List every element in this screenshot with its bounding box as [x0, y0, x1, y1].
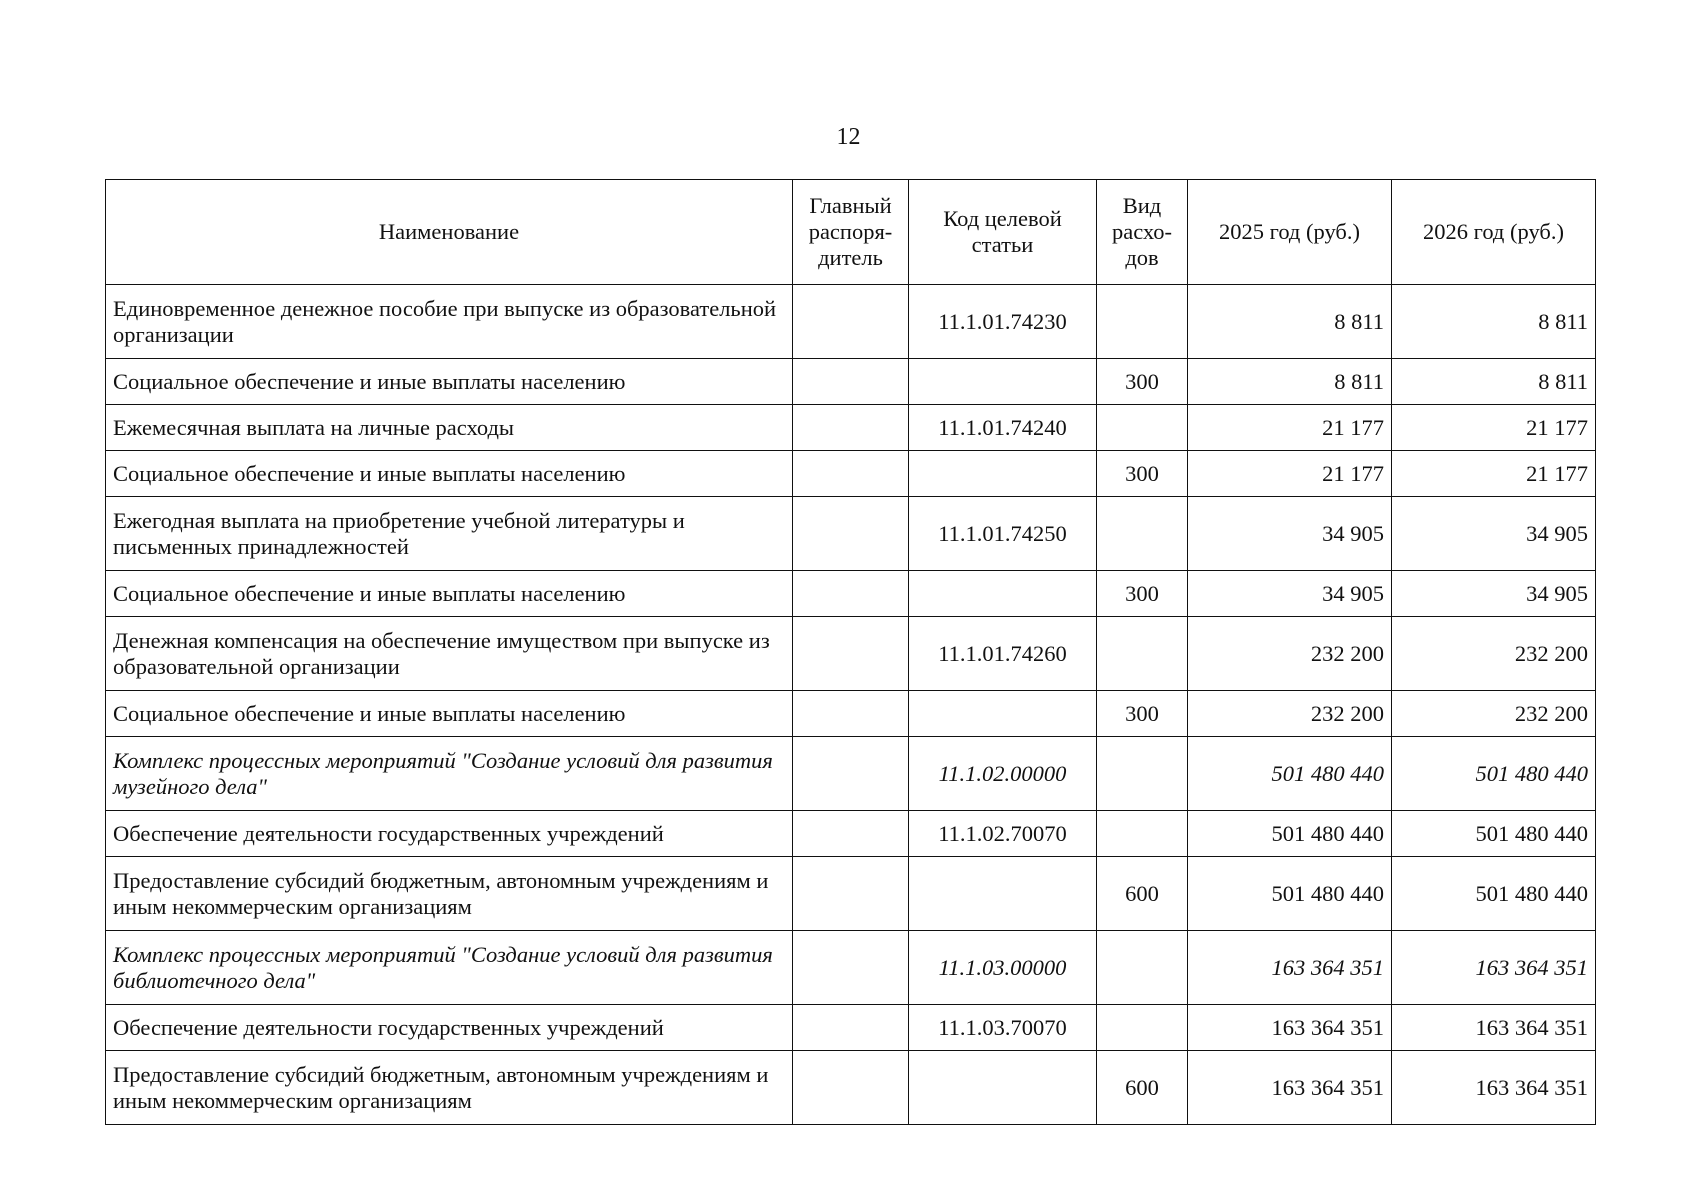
- page-number: 12: [836, 124, 861, 150]
- cell-2025: 34 905: [1188, 497, 1392, 571]
- cell-code: 11.1.01.74260: [909, 617, 1097, 691]
- header-name: Наименование: [106, 180, 793, 285]
- cell-name: Предоставление субсидий бюджетным, автономным учреждениям и иным некоммерческим организациям: [106, 857, 793, 931]
- cell-kind: 300: [1097, 359, 1188, 405]
- cell-kind: 300: [1097, 691, 1188, 737]
- cell-manager: [793, 1005, 909, 1051]
- cell-kind: 600: [1097, 857, 1188, 931]
- cell-manager: [793, 691, 909, 737]
- cell-name: Социальное обеспечение и иные выплаты населению: [106, 451, 793, 497]
- cell-2025: 8 811: [1188, 359, 1392, 405]
- cell-name: Обеспечение деятельности государственных учреждений: [106, 811, 793, 857]
- cell-code: 11.1.01.74240: [909, 405, 1097, 451]
- cell-name: Социальное обеспечение и иные выплаты населению: [106, 691, 793, 737]
- cell-2025: 232 200: [1188, 691, 1392, 737]
- cell-name: Социальное обеспечение и иные выплаты населению: [106, 359, 793, 405]
- cell-2026: 232 200: [1392, 617, 1596, 691]
- header-2025: 2025 год (руб.): [1188, 180, 1392, 285]
- cell-2026: 8 811: [1392, 285, 1596, 359]
- cell-2025: 8 811: [1188, 285, 1392, 359]
- table-header-row: [106, 180, 1596, 285]
- cell-manager: [793, 571, 909, 617]
- cell-manager: [793, 359, 909, 405]
- cell-name: Единовременное денежное пособие при выпуске из образовательной организации: [106, 285, 793, 359]
- cell-2025: 34 905: [1188, 571, 1392, 617]
- cell-kind: [1097, 285, 1188, 359]
- cell-2026: 501 480 440: [1392, 811, 1596, 857]
- cell-manager: [793, 1051, 909, 1125]
- cell-kind: [1097, 497, 1188, 571]
- cell-2025: 21 177: [1188, 451, 1392, 497]
- cell-2025: 501 480 440: [1188, 811, 1392, 857]
- cell-kind: [1097, 617, 1188, 691]
- cell-kind: 300: [1097, 571, 1188, 617]
- cell-2026: 34 905: [1392, 497, 1596, 571]
- cell-manager: [793, 811, 909, 857]
- cell-manager: [793, 451, 909, 497]
- cell-manager: [793, 285, 909, 359]
- cell-code: [909, 571, 1097, 617]
- budget-table: [105, 179, 1596, 1125]
- header-code: Код целевой статьи: [909, 180, 1097, 285]
- cell-manager: [793, 405, 909, 451]
- cell-code: 11.1.03.00000: [909, 931, 1097, 1005]
- cell-2026: 34 905: [1392, 571, 1596, 617]
- header-2026: 2026 год (руб.): [1392, 180, 1596, 285]
- table-row: [106, 737, 1596, 811]
- table-row: [106, 451, 1596, 497]
- cell-manager: [793, 857, 909, 931]
- cell-2026: 163 364 351: [1392, 931, 1596, 1005]
- cell-manager: [793, 737, 909, 811]
- cell-kind: [1097, 931, 1188, 1005]
- cell-2026: 21 177: [1392, 405, 1596, 451]
- cell-name: Социальное обеспечение и иные выплаты населению: [106, 571, 793, 617]
- cell-kind: 300: [1097, 451, 1188, 497]
- cell-2025: 163 364 351: [1188, 1005, 1392, 1051]
- cell-code: 11.1.02.70070: [909, 811, 1097, 857]
- cell-code: [909, 359, 1097, 405]
- table-body: [106, 285, 1596, 1125]
- cell-manager: [793, 497, 909, 571]
- cell-2025: 163 364 351: [1188, 931, 1392, 1005]
- cell-2025: 232 200: [1188, 617, 1392, 691]
- cell-name: Денежная компенсация на обеспечение имуществом при выпуске из образовательной организации: [106, 617, 793, 691]
- table-row: [106, 691, 1596, 737]
- cell-2025: 501 480 440: [1188, 737, 1392, 811]
- table-row: [106, 1051, 1596, 1125]
- cell-kind: [1097, 811, 1188, 857]
- cell-2026: 501 480 440: [1392, 737, 1596, 811]
- cell-code: [909, 691, 1097, 737]
- cell-code: 11.1.02.00000: [909, 737, 1097, 811]
- cell-name: Предоставление субсидий бюджетным, автономным учреждениям и иным некоммерческим организациям: [106, 1051, 793, 1125]
- cell-2026: 163 364 351: [1392, 1005, 1596, 1051]
- table-row: [106, 617, 1596, 691]
- cell-code: 11.1.01.74250: [909, 497, 1097, 571]
- cell-2025: 501 480 440: [1188, 857, 1392, 931]
- cell-2025: 21 177: [1188, 405, 1392, 451]
- cell-2025: 163 364 351: [1188, 1051, 1392, 1125]
- header-manager: Главный распоря-дитель: [793, 180, 909, 285]
- cell-manager: [793, 617, 909, 691]
- table-row: [106, 811, 1596, 857]
- cell-name: Ежемесячная выплата на личные расходы: [106, 405, 793, 451]
- header-kind: Вид расхо-дов: [1097, 180, 1188, 285]
- cell-2026: 501 480 440: [1392, 857, 1596, 931]
- cell-name: Обеспечение деятельности государственных учреждений: [106, 1005, 793, 1051]
- cell-manager: [793, 931, 909, 1005]
- cell-code: [909, 857, 1097, 931]
- cell-code: [909, 451, 1097, 497]
- table-row: [106, 857, 1596, 931]
- cell-code: [909, 1051, 1097, 1125]
- cell-2026: 8 811: [1392, 359, 1596, 405]
- cell-2026: 232 200: [1392, 691, 1596, 737]
- cell-kind: 600: [1097, 1051, 1188, 1125]
- cell-kind: [1097, 737, 1188, 811]
- cell-code: 11.1.01.74230: [909, 285, 1097, 359]
- table-row: [106, 571, 1596, 617]
- table-row: [106, 497, 1596, 571]
- cell-2026: 163 364 351: [1392, 1051, 1596, 1125]
- cell-code: 11.1.03.70070: [909, 1005, 1097, 1051]
- cell-2026: 21 177: [1392, 451, 1596, 497]
- cell-name: Ежегодная выплата на приобретение учебной литературы и письменных принадлежностей: [106, 497, 793, 571]
- cell-name: Комплекс процессных мероприятий "Создание условий для развития библиотечного дела": [106, 931, 793, 1005]
- table-row: [106, 931, 1596, 1005]
- table-row: [106, 405, 1596, 451]
- cell-kind: [1097, 1005, 1188, 1051]
- table-row: [106, 285, 1596, 359]
- cell-name: Комплекс процессных мероприятий "Создание условий для развития музейного дела": [106, 737, 793, 811]
- table-row: [106, 1005, 1596, 1051]
- cell-kind: [1097, 405, 1188, 451]
- table-row: [106, 359, 1596, 405]
